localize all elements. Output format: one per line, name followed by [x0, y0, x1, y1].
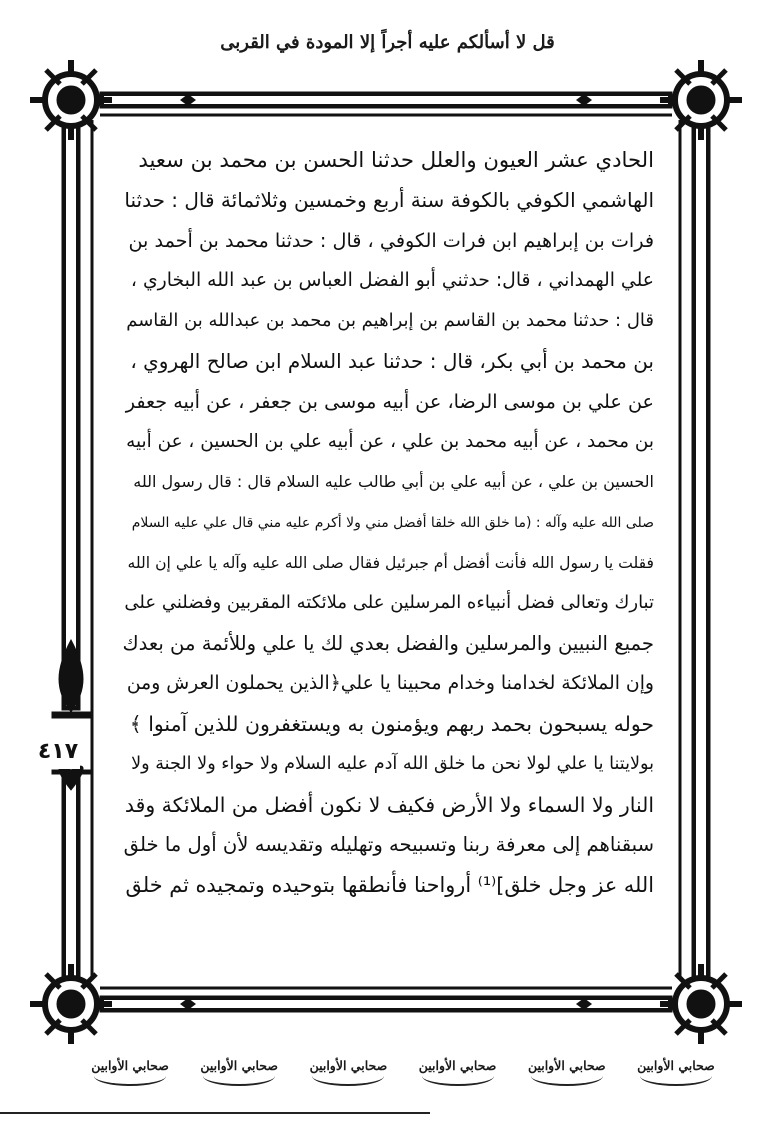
body-line: الله عز وجل خلق]⁽¹⁾ أرواحنا فأنطقها بتوحيده وتمجيده ثم خلق	[125, 873, 654, 898]
footer-calligraphy-row	[88, 1030, 718, 1100]
header-calligraphy: قل لا أسألكم عليه أجراً إلا المودة في القربى	[220, 32, 555, 53]
footer-calligraphy-item	[197, 1034, 281, 1096]
swash-ornament	[203, 1066, 275, 1086]
body-line: علي الهمداني ، قال: حدثني أبو الفضل العباس بن عبد الله البخاري ،	[130, 269, 654, 291]
footer-calligraphy-text: صحابي الأوابين	[418, 1058, 497, 1073]
body-line: وإن الملائكة لخدامنا وخدام محبينا يا علي﴿الذين يحملون العرش ومن	[126, 672, 654, 694]
page-body	[122, 140, 654, 960]
body-line: قال : حدثنا محمد بن القاسم بن إبراهيم بن محمد بن عبدالله بن القاسم	[126, 310, 654, 332]
swash-ornament	[422, 1066, 494, 1086]
body-line: بن محمد ، عن أبيه محمد بن علي ، عن أبيه علي بن الحسين ، عن أبيه	[126, 431, 654, 453]
footer-calligraphy-item	[416, 1034, 500, 1096]
body-line: النار ولا السماء ولا الأرض فكيف لا نكون أفضل من الملائكة وقد	[124, 792, 654, 817]
footer-calligraphy-item	[634, 1034, 718, 1096]
footer-calligraphy-text: صحابي الأوابين	[527, 1058, 606, 1073]
body-line: بن محمد بن أبي بكر، قال : حدثنا عبد السلام ابن صالح الهروي ،	[130, 349, 654, 374]
bottom-rule	[0, 1112, 430, 1114]
swash-ornament	[312, 1066, 384, 1086]
body-line: حوله يسبحون بحمد ربهم ويؤمنون به ويستغفرون للذين آمنوا ﴾	[129, 712, 654, 737]
body-line: فقلت يا رسول الله فأنت أفضل أم جبرئيل فقال صلى الله عليه وآله يا علي إن الله	[127, 553, 654, 572]
body-line: الحسين بن علي ، عن أبيه علي بن أبي طالب عليه السلام قال : قال رسول الله	[133, 472, 654, 492]
body-line: الحادي عشر العيون والعلل حدثنا الحسن بن محمد بن سعيد	[138, 147, 654, 172]
footer-calligraphy-text: صحابي الأوابين	[200, 1058, 278, 1073]
body-line: بولايتنا يا علي لولا نحن ما خلق الله آدم عليه السلام ولا حواء ولا الجنة ولا	[131, 754, 654, 775]
swash-ornament	[640, 1066, 712, 1086]
swash-ornament	[531, 1066, 603, 1086]
body-line: صلى الله عليه وآله : (ما خلق الله خلقا أفضل مني ولا أكرم عليه مني قال علي عليه السلام	[131, 514, 654, 531]
footer-calligraphy-text: صحابي الأوابين	[637, 1058, 715, 1073]
footer-calligraphy-item	[306, 1034, 390, 1096]
body-line: تبارك وتعالى فضل أنبياءه المرسلين على ملائكته المقربين وفضلني على	[124, 592, 654, 614]
footer-calligraphy-item	[88, 1034, 172, 1096]
body-line: سبقناهم إلى معرفة ربنا وتسبيحه وتهليله وتقديسه لأن أول ما خلق	[123, 833, 654, 857]
page-number: ٤١٧	[36, 735, 80, 769]
footer-calligraphy-text: صحابي الأوابين	[309, 1058, 388, 1073]
footer-calligraphy-item	[525, 1034, 609, 1096]
swash-ornament	[94, 1066, 166, 1086]
footer-calligraphy-text: صحابي الأوابين	[91, 1058, 169, 1073]
body-line: فرات بن إبراهيم ابن فرات الكوفي ، قال : حدثنا محمد بن أحمد بن	[128, 228, 654, 252]
body-line: الهاشمي الكوفي بالكوفة سنة أربع وخمسين وثلاثمائة قال : حدثنا	[124, 188, 654, 213]
body-line: عن علي بن موسى الرضا، عن أبيه موسى بن جعفر ، عن أبيه جعفر	[125, 389, 654, 413]
body-line: جميع النبيين والمرسلين والفضل بعدي لك يا علي وللأئمة من بعدك	[122, 631, 654, 655]
